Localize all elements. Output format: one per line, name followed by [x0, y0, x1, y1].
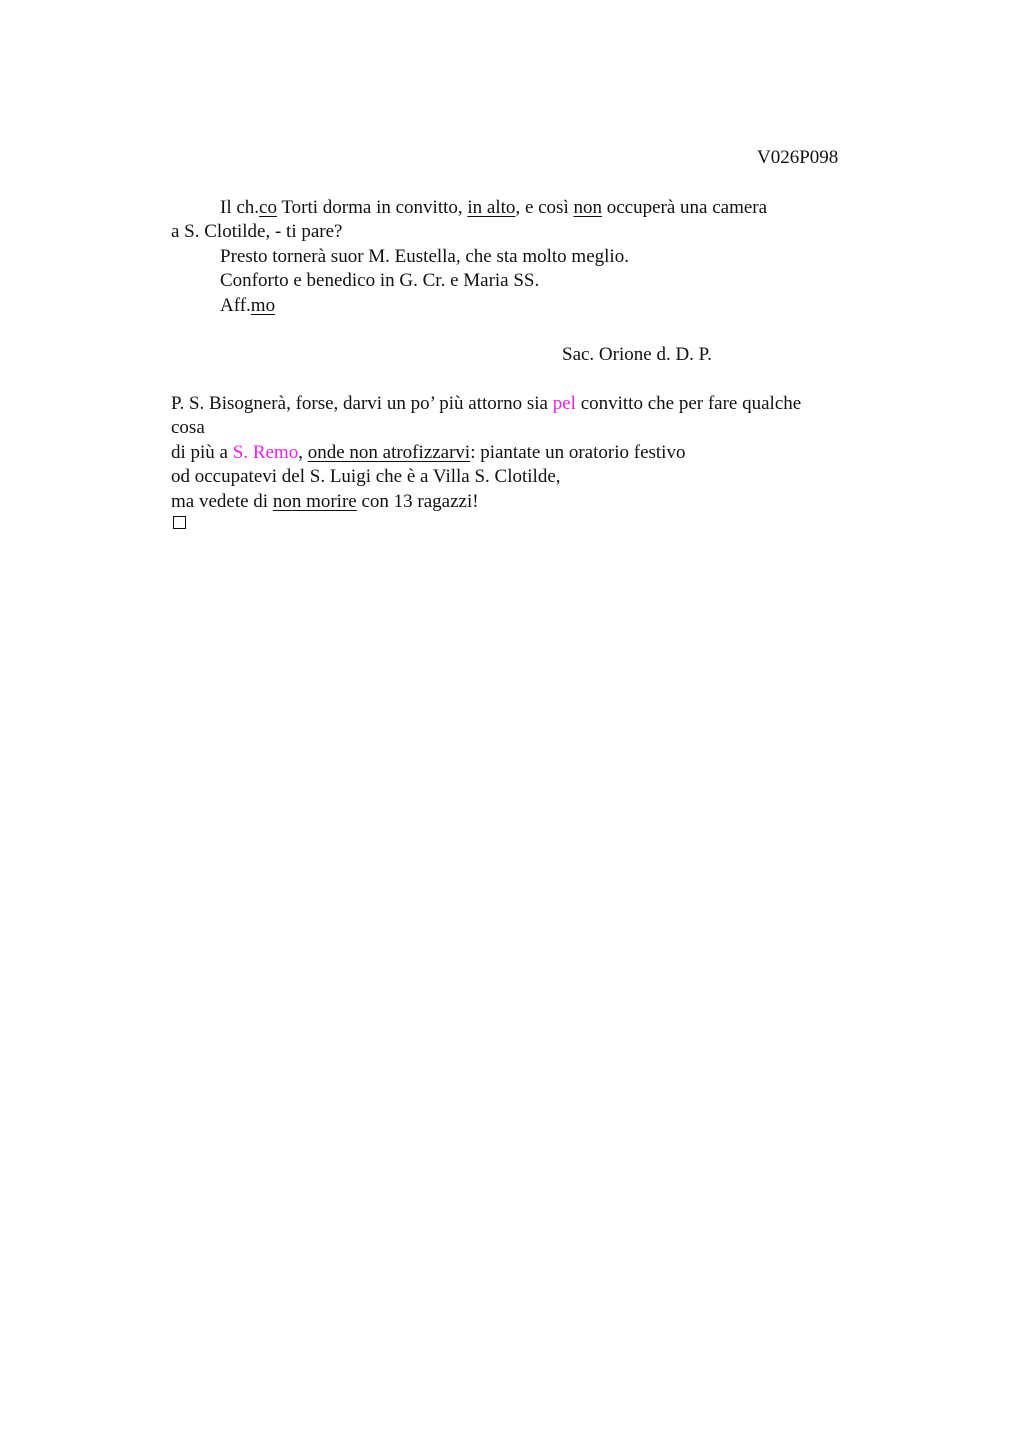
postscript-line-5 — [171, 490, 479, 514]
square-box-icon — [173, 516, 186, 529]
text-segment: ma vedete di — [171, 491, 273, 512]
postscript-line-3 — [171, 441, 685, 465]
underlined-phrase: in alto — [467, 197, 516, 218]
text-segment: : piantate un oratorio festivo — [470, 442, 686, 463]
closing-prefix: Aff. — [220, 295, 251, 316]
letter-line-4: Conforto e benedico in G. Cr. e Maria SS. — [220, 270, 540, 291]
text-segment: P. S. Bisognerà, forse, darvi un po’ più attorno sia — [171, 393, 553, 414]
underlined-phrase: onde non atrofizzarvi — [307, 442, 471, 463]
underlined-abbreviation: co — [259, 197, 277, 218]
underlined-word: non — [573, 197, 602, 218]
highlighted-place-name: S. Remo — [232, 442, 299, 463]
closing-suffix: mo — [250, 295, 276, 316]
text-segment: occuperà una camera — [601, 197, 768, 218]
signature: Sac. Orione d. D. P. — [562, 344, 712, 365]
highlighted-word: pel — [552, 393, 576, 414]
postscript-line-1 — [171, 392, 801, 416]
letter-line-1 — [220, 196, 767, 220]
text-segment: , e così — [515, 197, 574, 218]
text-segment: Il ch. — [220, 197, 260, 218]
postscript-line-4: od occupatevi del S. Luigi che è a Villa S. Clotilde, — [171, 466, 561, 487]
document-id: V026P098 — [757, 147, 839, 168]
text-segment: , — [298, 442, 308, 463]
text-segment: Torti dorma in convitto, — [276, 197, 468, 218]
underlined-phrase: non morire — [272, 491, 357, 512]
text-segment: di più a — [171, 442, 233, 463]
letter-line-2: a S. Clotilde, - ti pare? — [171, 221, 343, 242]
postscript-line-2: cosa — [171, 417, 205, 438]
text-segment: convitto che per fare qualche — [575, 393, 802, 414]
text-segment: con 13 ragazzi! — [356, 491, 479, 512]
closing-line — [220, 294, 275, 318]
letter-line-3: Presto tornerà suor M. Eustella, che sta molto meglio. — [220, 246, 629, 267]
